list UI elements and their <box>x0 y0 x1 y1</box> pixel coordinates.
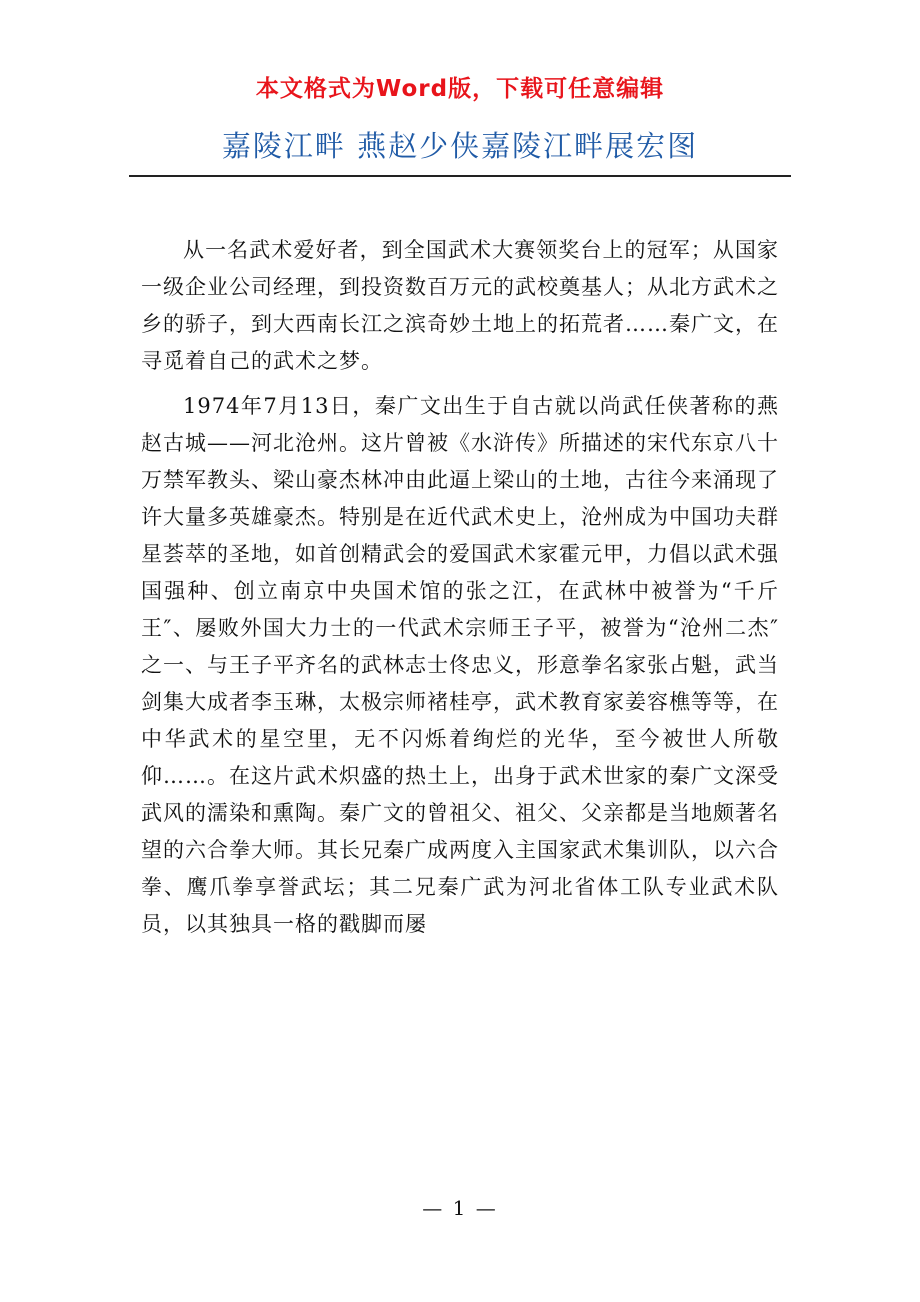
paragraph-1: 从一名武术爱好者，到全国武术大赛领奖台上的冠军；从国家一级企业公司经理，到投资数百万元的武校奠基人；从北方武术之乡的骄子，到大西南长江之滨奇妙土地上的拓荒者……秦广文，在寻觅着自己的武术之梦。 <box>141 238 779 373</box>
article-body <box>141 232 779 951</box>
format-notice: 本文格式为Word版，下载可任意编辑 <box>255 76 665 102</box>
title-divider <box>129 175 791 177</box>
page-number: — 1 — <box>422 1196 498 1220</box>
paragraph-2: 1974年7月13日，秦广文出生于自古就以尚武任侠著称的燕赵古城——河北沧州。这片曾被《水浒传》所描述的宋代东京八十万禁军教头、梁山豪杰林冲由此逼上梁山的土地，古往今来涌现了许大量多英雄豪杰。特别是在近代武术史上，沧州成为中国功夫群星荟萃的圣地，如首创精武会的爱国武术家霍元甲，力倡以武术强国强种、创立南京中央国术馆的张之江，在武林中被誉为“千斤王″、屡败外国大力士的一代武术宗师王子平，被誉为“沧州二杰″之一、与王子平齐名的武林志士佟忠义，形意拳名家张占魁，武当剑集大成者李玉琳，太极宗师褚桂亭，武术教育家姜容樵等等，在中华武术的星空里，无不闪烁着绚烂的光华，至今被世人所敬仰……。在这片武术炽盛的热土上，出身于武术世家的秦广文深受武风的濡染和熏陶。秦广文的曾祖父、祖父、父亲都是当地颇著名望的六合拳大师。其长兄秦广成两度入主国家武术集训队，以六合拳、鹰爪拳享誉武坛；其二兄秦广武为河北省体工队专业武术队员，以其独具一格的戳脚而屡 <box>141 394 779 936</box>
document-title: 嘉陵江畔 燕赵少侠嘉陵江畔展宏图 <box>221 129 699 163</box>
